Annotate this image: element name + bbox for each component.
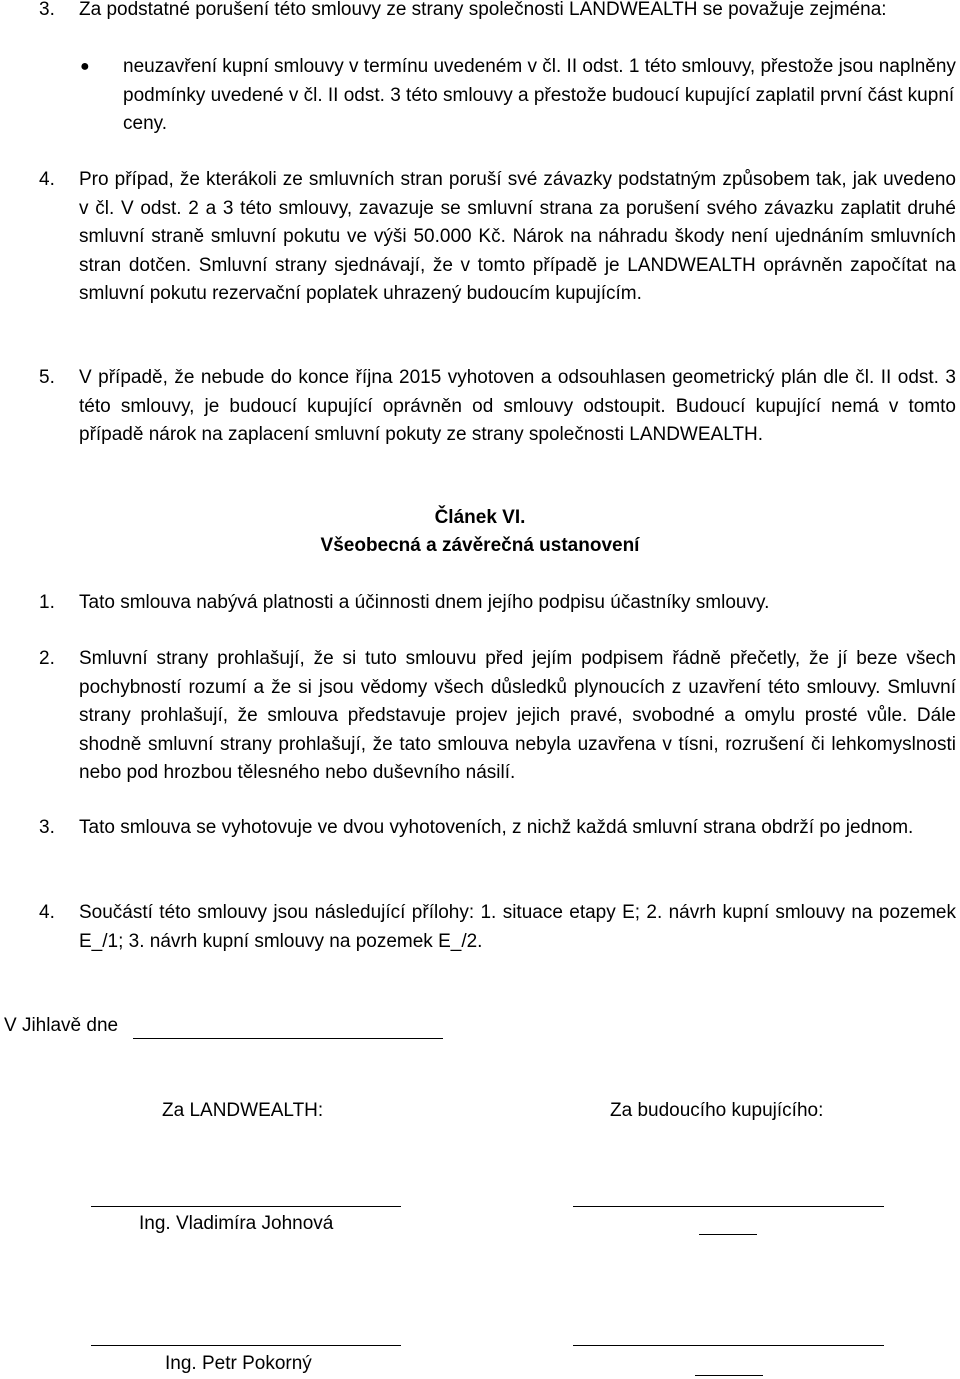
item-number: 3.	[39, 0, 55, 20]
buyer-signature-line-1	[573, 1206, 884, 1207]
item-text: Tato smlouva nabývá platnosti a účinnosti dnem jejího podpisu účastníky smlouvy.	[79, 592, 770, 613]
article-vi-item-2	[39, 645, 956, 788]
item-text: Součástí této smlouvy jsou následující přílohy: 1. situace etapy E; 2. návrh kupní smlouvy na pozemek E_/1; 3. návrh kupní smlouvy na pozemek E_/2.	[79, 902, 956, 952]
article-v-item-3-bullet	[80, 53, 956, 139]
article-v-item-5	[39, 364, 956, 450]
seller-signatory-1: Ing. Vladimíra Johnová	[139, 1213, 334, 1234]
item-number: 5.	[39, 367, 55, 388]
date-blank-line	[133, 1038, 443, 1039]
article-v-item-4	[39, 166, 956, 309]
place-date-label: V Jihlavě dne	[4, 1015, 119, 1036]
buyer-name-blank-2	[695, 1375, 763, 1376]
buyer-signature-line-2	[573, 1345, 884, 1346]
buyer-label: Za budoucího kupujícího:	[610, 1100, 824, 1121]
article-vi-item-1	[39, 589, 956, 618]
item-number: 4.	[39, 169, 55, 190]
seller-label: Za LANDWEALTH:	[162, 1100, 324, 1121]
item-text: Pro případ, že kterákoli ze smluvních stran poruší své závazky podstatným způsobem tak, jak uvedeno v čl. V odst. 2 a 3 této smlouvy, zavazuje se smluvní strana za porušení svého závazku zaplatit druhé smluvní straně smluvní pokutu ve výši 50.000 Kč. Nárok na náhradu škody není ujednáním smluvních stran dotčen. Smluvní strany sjednávají, že v tomto případě je LANDWEALTH oprávněn započítat na smluvní pokutu rezervační poplatek uhrazený budoucím kupujícím.	[79, 169, 956, 304]
item-text: Za podstatné porušení této smlouvy ze strany společnosti LANDWEALTH se považuje zejména:	[79, 0, 887, 20]
seller-signature-line-1	[91, 1206, 401, 1207]
item-text: Tato smlouva se vyhotovuje ve dvou vyhotoveních, z nichž každá smluvní strana obdrží po jednom.	[79, 817, 914, 838]
bullet-icon: ●	[80, 58, 90, 75]
bullet-text: neuzavření kupní smlouvy v termínu uvedeném v čl. II odst. 1 této smlouvy, přestože jsou naplněny podmínky uvedené v čl. II odst. 3 této smlouvy a přestože budoucí kupující zaplatil první část kupní ceny.	[123, 56, 956, 134]
seller-signatory-2: Ing. Petr Pokorný	[165, 1353, 312, 1374]
article-title: Článek VI.	[434, 507, 526, 528]
item-number: 3.	[39, 817, 55, 838]
article-vi-item-4	[39, 899, 956, 956]
item-text: Smluvní strany prohlašují, že si tuto smlouvu před jejím podpisem řádně přečetly, že jí beze všech pochybností rozumí a že si jsou vědomy všech důsledků plynoucích z uzavření této smlouvy. Smluvní strany prohlašují, že smlouva představuje projev jejich pravé, svobodné a omylu prosté vůle. Dále shodně smluvní strany prohlašují, že tato smlouva nebyla uzavřena v tísni, rozrušení či lehkomyslnosti nebo pod hrozbou tělesného nebo duševního násilí.	[79, 648, 956, 783]
article-subtitle: Všeobecná a závěrečná ustanovení	[320, 535, 640, 556]
item-number: 4.	[39, 902, 55, 923]
seller-signature-line-2	[91, 1345, 401, 1346]
item-number: 1.	[39, 592, 55, 613]
article-vi-item-3	[39, 814, 956, 843]
item-text: V případě, že nebude do konce října 2015 vyhotoven a odsouhlasen geometrický plán dle čl. II odst. 3 této smlouvy, je budoucí kupující oprávněn od smlouvy odstoupit. Budoucí kupující nemá v tomto případě nárok na zaplacení smluvní pokuty ze strany společnosti LANDWEALTH.	[79, 367, 956, 445]
article-v-item-3	[39, 0, 956, 25]
item-number: 2.	[39, 648, 55, 669]
buyer-name-blank-1	[699, 1234, 757, 1235]
